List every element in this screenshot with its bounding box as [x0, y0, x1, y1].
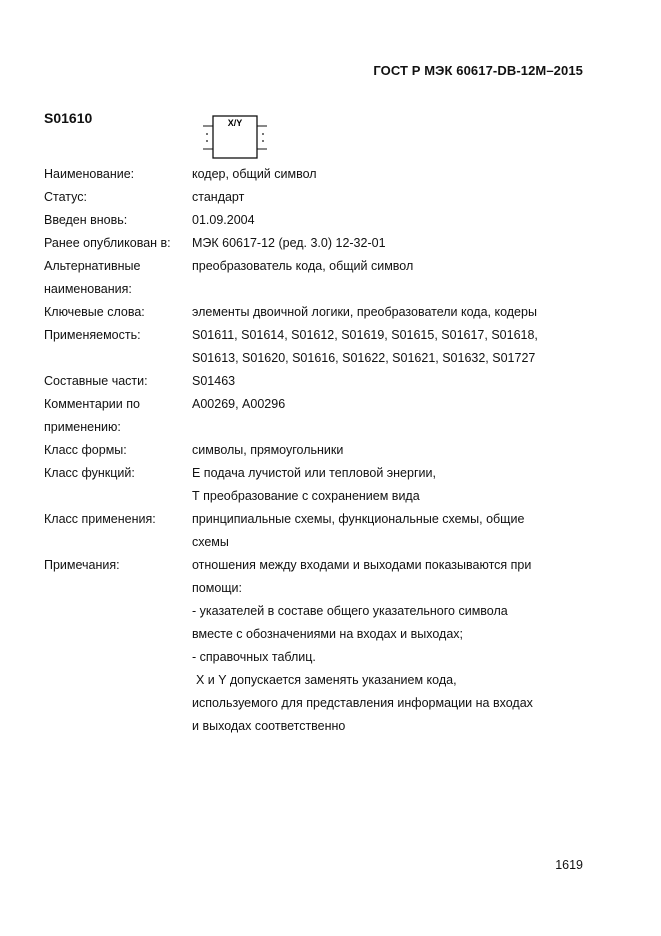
- attribute-value-line: элементы двоичной логики, преобразователи кода, кодеры: [192, 305, 537, 319]
- attribute-value: [192, 163, 584, 186]
- attribute-value-line: Е подача лучистой или тепловой энергии,: [192, 466, 436, 480]
- attribute-value-line: преобразователь кода, общий символ: [192, 259, 414, 273]
- attribute-value: [192, 439, 584, 462]
- attribute-value-line: принципиальные схемы, функциональные схемы, общие: [192, 512, 525, 526]
- attribute-row: [44, 554, 584, 738]
- attribute-value: [192, 324, 584, 370]
- symbol-label: X/Y: [227, 118, 243, 128]
- attribute-label: [44, 393, 192, 439]
- attribute-value: [192, 393, 584, 439]
- attribute-row: [44, 232, 584, 255]
- attribute-label-line: Наименование:: [44, 167, 135, 181]
- attribute-value-line: S01611, S01614, S01612, S01619, S01615, S01617, S01618,: [192, 328, 538, 342]
- attribute-label-line: Комментарии по: [44, 397, 140, 411]
- attribute-value: [192, 370, 584, 393]
- attribute-label-line: наименования:: [44, 282, 132, 296]
- attribute-label-line: Класс функций:: [44, 466, 135, 480]
- attribute-label: [44, 255, 192, 301]
- attribute-value-line: Т преобразование с сохранением вида: [192, 489, 420, 503]
- attribute-label: [44, 186, 192, 209]
- attribute-label: [44, 462, 192, 508]
- attribute-value: [192, 232, 584, 255]
- attribute-value-line: S01463: [192, 374, 236, 388]
- attribute-row: [44, 324, 584, 370]
- attribute-label-line: Класс применения:: [44, 512, 156, 526]
- attribute-value-line: отношения между входами и выходами показываются при: [192, 558, 532, 572]
- symbol-code: S01610: [44, 110, 93, 126]
- attribute-row: [44, 163, 584, 186]
- attribute-label: [44, 324, 192, 370]
- attribute-label: [44, 163, 192, 186]
- attribute-value: [192, 186, 584, 209]
- attribute-label: [44, 554, 192, 738]
- page-number: 1619: [555, 858, 583, 872]
- attribute-value: [192, 301, 584, 324]
- document-header: ГОСТ Р МЭК 60617-DB-12M–2015: [373, 63, 583, 78]
- attribute-label-line: Альтернативные: [44, 259, 141, 273]
- attribute-row: [44, 186, 584, 209]
- attribute-row: [44, 370, 584, 393]
- attribute-label-line: Составные части:: [44, 374, 148, 388]
- attribute-row: [44, 301, 584, 324]
- attribute-label: [44, 508, 192, 554]
- attribute-value-line: символы, прямоугольники: [192, 443, 344, 457]
- attribute-label: [44, 301, 192, 324]
- encoder-symbol-icon: [199, 114, 279, 162]
- attribute-value: [192, 209, 584, 232]
- attribute-list: [44, 163, 584, 738]
- attribute-label-line: применению:: [44, 420, 121, 434]
- attribute-label-line: Применяемость:: [44, 328, 141, 342]
- attribute-value: [192, 554, 584, 738]
- attribute-value-line: X и Y допускается заменять указанием кода,: [196, 673, 457, 687]
- attribute-value-line: кодер, общий символ: [192, 167, 317, 181]
- attribute-row: [44, 508, 584, 554]
- attribute-row: [44, 439, 584, 462]
- attribute-value-line: - указателей в составе общего указательного символа: [192, 604, 508, 618]
- attribute-row: [44, 393, 584, 439]
- attribute-value: [192, 508, 584, 554]
- attribute-row: [44, 255, 584, 301]
- attribute-label: [44, 439, 192, 462]
- attribute-label-line: Класс формы:: [44, 443, 127, 457]
- attribute-value-line: помощи:: [192, 581, 243, 595]
- attribute-value-line: - справочных таблиц.: [192, 650, 316, 664]
- attribute-value-line: МЭК 60617-12 (ред. 3.0) 12-32-01: [192, 236, 386, 250]
- attribute-row: [44, 462, 584, 508]
- attribute-value-line: А00269, А00296: [192, 397, 286, 411]
- attribute-value-line: 01.09.2004: [192, 213, 255, 227]
- attribute-value-line: схемы: [192, 535, 229, 549]
- attribute-label: [44, 232, 192, 255]
- attribute-label: [44, 209, 192, 232]
- attribute-row: [44, 209, 584, 232]
- attribute-label: [44, 370, 192, 393]
- attribute-label-line: Ключевые слова:: [44, 305, 145, 319]
- attribute-value-line: S01613, S01620, S01616, S01622, S01621, S01632, S01727: [192, 351, 536, 365]
- attribute-label-line: Введен вновь:: [44, 213, 128, 227]
- attribute-value-line: и выходах соответственно: [192, 719, 346, 733]
- attribute-value-line: стандарт: [192, 190, 245, 204]
- attribute-label-line: Статус:: [44, 190, 87, 204]
- attribute-value-line: вместе с обозначениями на входах и выходах;: [192, 627, 463, 641]
- attribute-label-line: Ранее опубликован в:: [44, 236, 171, 250]
- attribute-label-line: Примечания:: [44, 558, 120, 572]
- attribute-value: [192, 462, 584, 508]
- attribute-value-line: используемого для представления информации на входах: [192, 696, 533, 710]
- attribute-value: [192, 255, 584, 301]
